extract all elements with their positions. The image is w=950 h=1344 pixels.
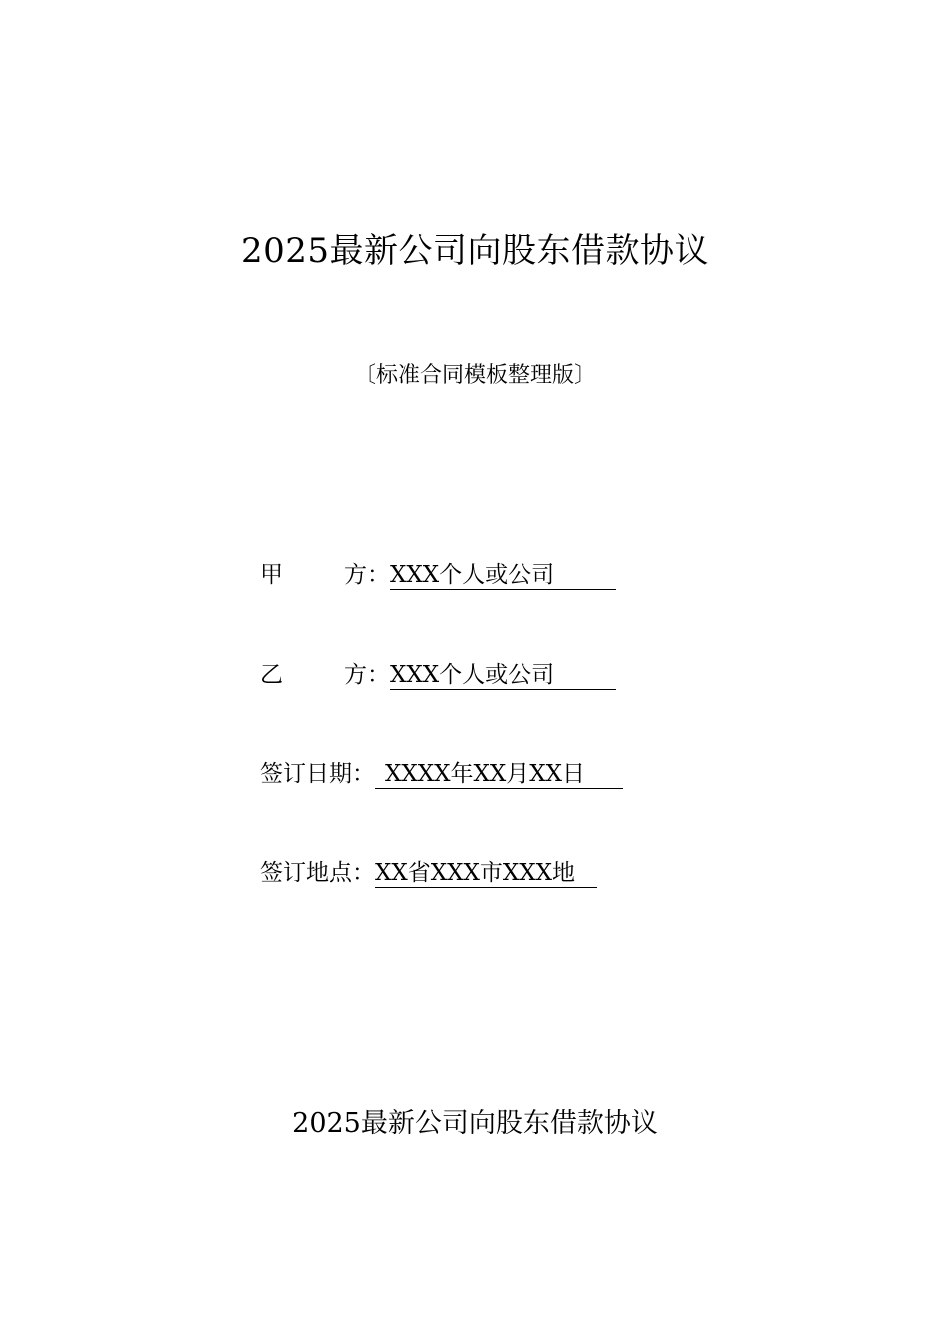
party-a-value: XXX个人或公司 [390, 562, 616, 590]
sign-date-value: XXXX年XX月XX日 [375, 761, 623, 789]
party-a-label-right: 方： [344, 562, 390, 588]
party-a-label [260, 558, 390, 592]
sign-place-label: 签订地点： [260, 860, 375, 886]
party-a-label-left: 甲 [260, 562, 283, 588]
party-b-label-left: 乙 [260, 662, 283, 688]
footer-title: 2025最新公司向股东借款协议 [292, 1108, 658, 1139]
party-b-value: XXX个人或公司 [390, 662, 616, 690]
party-b-field [260, 658, 616, 692]
party-a-field [260, 558, 616, 592]
document-title: 2025最新公司向股东借款协议 [240, 231, 710, 271]
sign-place-value: XX省XXX市XXX地 [375, 860, 597, 888]
document-subtitle: 〔标准合同模板整理版〕 [353, 363, 596, 388]
sign-date-label: 签订日期： [260, 761, 375, 787]
party-b-label-right: 方： [344, 662, 390, 688]
sign-date-field [260, 757, 623, 791]
party-b-label [260, 658, 390, 692]
sign-place-field [260, 856, 597, 890]
